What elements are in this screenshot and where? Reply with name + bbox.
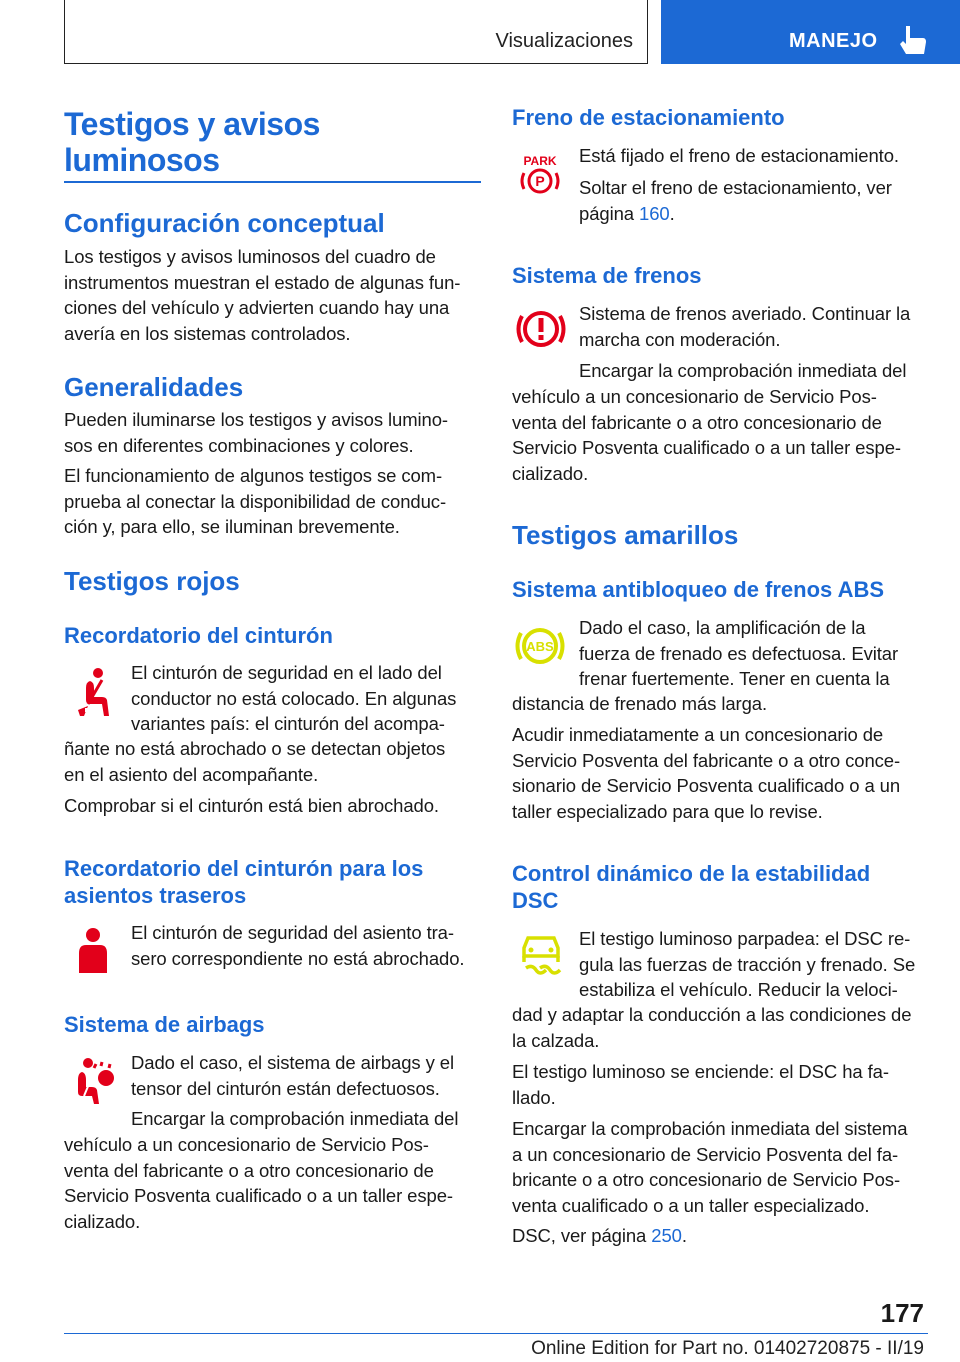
airbag-text2-full: vehículo a un concesionario de Servicio Pos- venta del fabricante o a otro concesionario de Servicio Posventa cualificado o a un taller espe- cializado. [64, 1134, 453, 1232]
general-text-2: El funcionamiento de algunos testigos se com- prueba al conectar la disponibilidad de conduc- ción y, para ello, se iluminan brevemente. [64, 465, 447, 537]
dsc-ref-body: DSC, ver página [512, 1225, 652, 1246]
dsc-text-indent: El testigo luminoso parpadea: el DSC re- gula las fuerzas de tracción y frenado. Se estabiliza el vehículo. Reducir la veloci- [579, 928, 916, 1000]
general-heading: Generalidades [64, 372, 244, 402]
svg-text:P: P [535, 173, 545, 189]
park-text-1: Está fijado el freno de estacionamiento. [579, 145, 899, 166]
park-text-2: Soltar el freno de estacionamiento, ver página 160. [579, 177, 892, 224]
page-title-line2: luminosos [64, 142, 220, 178]
dsc-text-2: El testigo luminoso se enciende: el DSC ha fa- llado. [512, 1061, 889, 1108]
airbag-text: Dado el caso, el sistema de airbags y el tensor del cinturón están defectuosos. [131, 1052, 455, 1099]
abs-text-full: distancia de frenado más larga. [512, 693, 768, 714]
park-brake-icon [520, 153, 560, 195]
belt-text-full: ñante no está abrochado o se detectan objetos en el asiento del acompañante. [64, 738, 446, 785]
airbag-text2-indent: Encargar la comprobación inmediata del [131, 1108, 459, 1129]
header-chapter-label: MANEJO [789, 30, 878, 52]
brake-warning-icon [516, 306, 566, 352]
rear-belt-heading: Recordatorio del cinturón para los [64, 856, 424, 881]
dsc-heading-line2: DSC [512, 888, 559, 913]
yellow-lights-heading: Testigos amarillos [512, 520, 739, 550]
abs-warning-icon [514, 624, 566, 668]
header-chapter-tab[interactable] [661, 0, 960, 64]
belt-text-indent: El cinturón de seguridad en el lado del conductor no está colocado. En algunas variantes país: el cinturón del acompa- [131, 662, 457, 734]
header-section-tab [64, 0, 648, 64]
concept-heading: Configuración conceptual [64, 208, 385, 238]
header-section-label: Visualizaciones [495, 30, 633, 52]
red-lights-heading: Testigos rojos [64, 566, 240, 596]
page-number: 177 [880, 1298, 924, 1328]
dsc-page-link[interactable]: 250 [651, 1225, 682, 1246]
belt-heading: Recordatorio del cinturón [64, 623, 333, 648]
airbag-warning-icon [74, 1056, 120, 1106]
airbag-heading: Sistema de airbags [64, 1012, 265, 1037]
brake-text-1: Sistema de frenos averiado. Continuar la marcha con moderación. [579, 303, 911, 350]
dsc-text-3: Encargar la comprobación inmediata del sistema a un concesionario de Servicio Posventa del fa- bricante o a otro concesionario de Servicio Pos- venta cualificado o a un taller especializado. [512, 1118, 908, 1216]
brake-system-heading: Sistema de frenos [512, 263, 702, 288]
dsc-heading: Control dinámico de la estabilidad [512, 861, 871, 886]
abs-heading: Sistema antibloqueo de frenos ABS [512, 577, 885, 602]
park-icon-text: PARK [523, 154, 557, 168]
brake-text-2-full: vehículo a un concesionario de Servicio Pos- venta del fabricante o a otro concesionario de Servicio Posventa cualificado o a un taller espe- cializado. [512, 386, 901, 484]
title-divider [64, 181, 481, 183]
rear-belt-text: El cinturón de seguridad del asiento tra- sero correspondiente no está abrochado. [131, 922, 465, 969]
rear-belt-heading-line2: asientos traseros [64, 883, 247, 908]
pointing-hand-icon [897, 24, 927, 56]
general-text-1: Pueden iluminarse los testigos y avisos lumino- sos en diferentes combinaciones y colores. [64, 409, 448, 456]
dsc-ref: DSC, ver página 250. [512, 1225, 687, 1246]
seatbelt-warning-icon [74, 666, 114, 718]
rear-seatbelt-icon [76, 925, 110, 975]
dsc-text-full: dad y adaptar la conducción a las condiciones de la calzada. [512, 1004, 912, 1051]
concept-text: Los testigos y avisos luminosos del cuadro de instrumentos muestran el estado de algunas fun- ciones del vehículo y advierten cuando hay una avería en los sistemas controlados. [64, 246, 461, 344]
brake-text-2-indent: Encargar la comprobación inmediata del [579, 360, 907, 381]
footer-divider [64, 1333, 928, 1334]
page-title: Testigos y avisos [64, 106, 320, 142]
footer-edition: Online Edition for Part no. 01402720875 - II/19 [531, 1338, 924, 1359]
abs-text-2: Acudir inmediatamente a un concesionario de Servicio Posventa del fabricante o a otro conce- sionario de Servicio Posventa cualificado o a un taller especializado para que lo revise. [512, 724, 901, 822]
abs-text-indent: Dado el caso, la amplificación de la fuerza de frenado es defectuosa. Evitar frenar fuertemente. Tener en cuenta la [579, 617, 899, 689]
park-brake-heading: Freno de estacionamiento [512, 105, 785, 130]
park-text-2-body: Soltar el freno de estacionamiento, ver página [579, 177, 892, 224]
abs-icon-text: ABS [526, 639, 554, 654]
belt-check-text: Comprobar si el cinturón está bien abrochado. [64, 795, 439, 816]
park-page-link[interactable]: 160 [639, 202, 670, 224]
dsc-warning-icon [518, 932, 564, 982]
